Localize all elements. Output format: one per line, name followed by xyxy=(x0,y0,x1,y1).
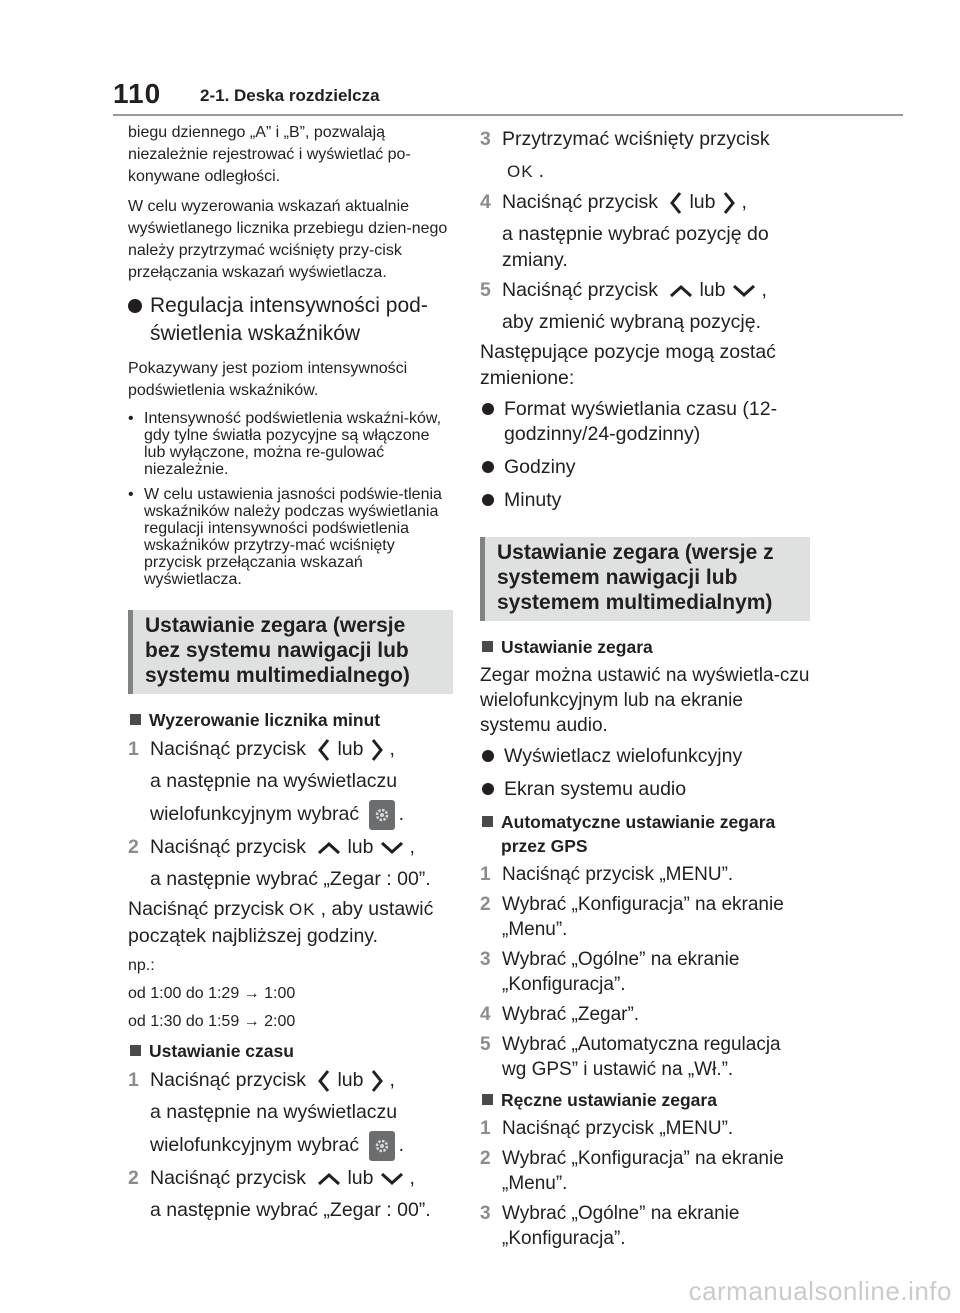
clock-setting-heading: Ustawianie zegara xyxy=(480,635,810,659)
manual-step: 1 Naciśnąć przycisk „MENU”. xyxy=(480,1118,734,1139)
chevron-right-icon xyxy=(722,191,736,215)
bullet-icon xyxy=(482,494,494,506)
square-bullet-icon xyxy=(482,1094,493,1105)
chevron-left-icon xyxy=(317,1069,331,1093)
gps-step: 3 Wybrać „Ogólne” na ekranie „Konfiguracja”. xyxy=(480,949,740,995)
chevron-down-icon xyxy=(380,841,404,855)
site-watermark: carmanualsonline.info xyxy=(688,1276,952,1306)
display-item: Ekran systemu audio xyxy=(480,777,810,802)
note-item: • W celu ustawienia jasności podświe-tlenia wskaźników należy podczas wyświetlania regulacji intensywności podświetlenia wskaźników przytrzy-mać wciśnięty przycisk przełączania wskazań wyświetlacza. xyxy=(128,486,442,588)
gps-clock-heading: Automatyczne ustawianie zegara przez GPS xyxy=(480,810,810,858)
bullet-icon xyxy=(482,750,494,762)
brightness-heading: Regulacja intensywności pod-świetlenia wskaźników xyxy=(128,292,453,348)
bullet-icon xyxy=(128,299,142,313)
option-item: Godziny xyxy=(480,455,810,480)
section-title: 2-1. Deska rozdzielcza xyxy=(200,86,380,105)
time-step-2: 2 Naciśnąć przycisk lub , a następnie wybrać „Zegar : 00”. xyxy=(128,1167,431,1221)
time-step-1: 1 Naciśnąć przycisk lub , a następnie na wyświetlaczu wielofunkcyjnym wybrać . xyxy=(128,1067,453,1161)
clock-description: Zegar można ustawić na wyświetla-czu wielofunkcyjnym lub na ekranie systemu audio. xyxy=(480,665,810,736)
ok-button-icon: OK xyxy=(507,162,534,181)
settings-gear-icon xyxy=(369,800,395,830)
reset-note: W celu wyzerowania wskazań aktualnie wyświetlanego licznika przebiegu dzien-nego należy przytrzymać wciśnięty przy-cisk przełączania wskazań wyświetlacza. xyxy=(128,198,448,281)
header-divider xyxy=(113,114,903,116)
square-bullet-icon xyxy=(482,816,493,827)
manual-clock-heading: Ręczne ustawianie zegara xyxy=(480,1088,810,1112)
settings-gear-icon xyxy=(369,1131,395,1161)
time-step-3: 3 Przytrzymać wciśnięty przycisk OK . xyxy=(480,126,810,185)
example-line-1: od 1:00 do 1:29 → 1:00 xyxy=(128,985,296,1002)
gps-step: 5 Wybrać „Automatyczna regulacja wg GPS” i ustawić na „Wł.”. xyxy=(480,1034,781,1080)
page-header xyxy=(113,76,903,116)
section-box-navigation: Ustawianie zegara (wersje z systemem nawigacji lub systemem multimedialnym) xyxy=(480,537,810,621)
time-step-5: 5 Naciśnąć przycisk lub , aby zmienić wybraną pozycję. xyxy=(480,279,767,333)
time-setting-heading: Ustawianie czasu xyxy=(128,1039,453,1063)
bullet-icon xyxy=(482,783,494,795)
minutes-step-1: 1 Naciśnąć przycisk lub , a następnie na wyświetlaczu wielofunkcyjnym wybrać . xyxy=(128,736,453,830)
chevron-up-icon xyxy=(317,841,341,855)
note-item: • Intensywność podświetlenia wskaźni-ków, gdy tylne światła pozycyjne są włączone lub wyłączone, można re-gulować niezależnie. xyxy=(128,410,442,478)
changeable-items-intro: Następujące pozycje mogą zostać zmienione: xyxy=(480,341,776,389)
ok-button-icon: OK xyxy=(289,900,316,919)
gps-step: 4 Wybrać „Zegar”. xyxy=(480,1004,640,1025)
time-step-4: 4 Naciśnąć przycisk lub , a następnie wybrać pozycję do zmiany. xyxy=(480,191,769,271)
minutes-reset-heading: Wyzerowanie licznika minut xyxy=(128,708,453,732)
bullet-icon xyxy=(482,461,494,473)
chevron-down-icon xyxy=(380,1172,404,1186)
gps-step: 2 Wybrać „Konfiguracja” na ekranie „Menu”. xyxy=(480,894,784,940)
chevron-up-icon xyxy=(669,284,693,298)
section-box-no-navigation: Ustawianie zegara (wersje bez systemu nawigacji lub systemu multimedialnego) xyxy=(128,610,453,694)
chevron-left-icon xyxy=(669,191,683,215)
example-line-2: od 1:30 do 1:59 → 2:00 xyxy=(128,1013,296,1030)
page-number: 110 xyxy=(113,78,162,109)
display-item: Wyświetlacz wielofunkcyjny xyxy=(480,744,810,769)
example-label: np.: xyxy=(128,957,155,974)
manual-step: 2 Wybrać „Konfiguracja” na ekranie „Menu”. xyxy=(480,1148,784,1194)
ok-paragraph: Naciśnąć przycisk OK , aby ustawić początek najbliższej godziny. xyxy=(128,898,434,947)
option-item: Format wyświetlania czasu (12-godzinny/24-godzinny) xyxy=(480,397,810,447)
right-column xyxy=(480,122,810,1256)
option-item: Minuty xyxy=(480,488,810,513)
square-bullet-icon xyxy=(482,641,493,652)
chevron-right-icon xyxy=(370,738,384,762)
chevron-up-icon xyxy=(317,1172,341,1186)
intro-paragraph: biegu dziennego „A” i „B”, pozwalają niezależnie rejestrować i wyświetlać po-konywane odległości. xyxy=(128,124,411,185)
bullet-icon xyxy=(482,403,494,415)
chevron-left-icon xyxy=(317,738,331,762)
chevron-right-icon xyxy=(370,1069,384,1093)
square-bullet-icon xyxy=(130,1045,141,1056)
gps-step: 1 Naciśnąć przycisk „MENU”. xyxy=(480,864,734,885)
left-column xyxy=(128,122,453,1227)
brightness-description: Pokazywany jest poziom intensywności podświetlenia wskaźników. xyxy=(128,360,408,399)
square-bullet-icon xyxy=(130,714,141,725)
chevron-down-icon xyxy=(732,284,756,298)
manual-step: 3 Wybrać „Ogólne” na ekranie „Konfiguracja”. xyxy=(480,1203,740,1249)
minutes-step-2: 2 Naciśnąć przycisk lub , a następnie wybrać „Zegar : 00”. xyxy=(128,836,431,890)
